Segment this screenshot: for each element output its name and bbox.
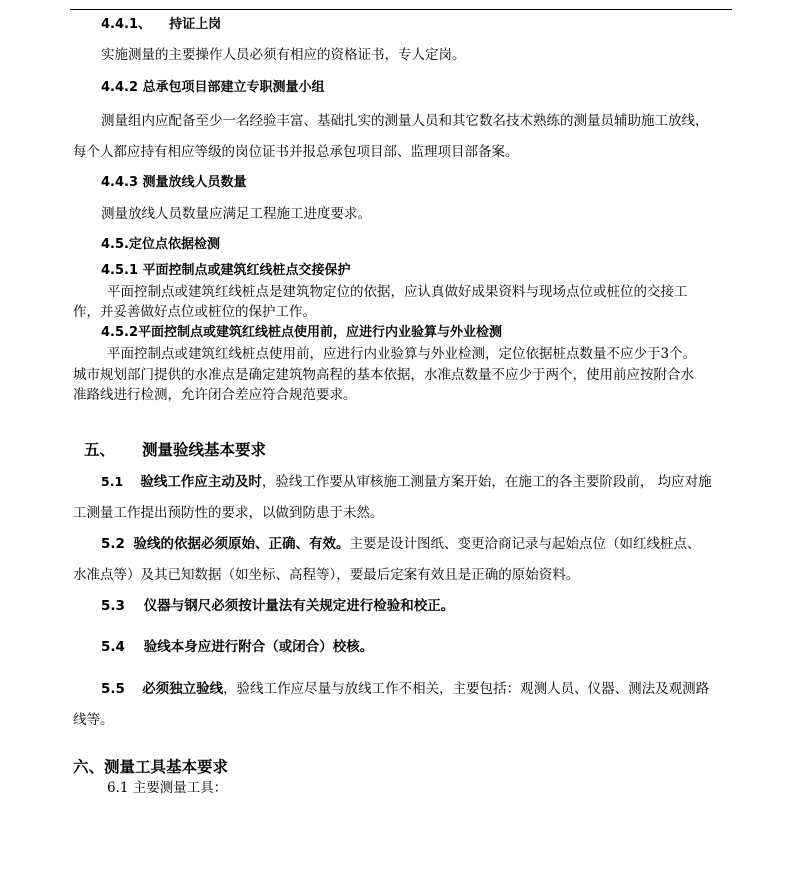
item-text: 主要是设计图纸、变更洽商记录与起始点位（如红线桩点、 [349,536,701,552]
heading-4-4-3: 4.4.3 测量放线人员数量 [101,175,247,190]
item-6-1: 6.1 主要测量工具： [107,780,228,796]
item-5-3 [101,597,454,615]
item-text: ，验线工作要从审核施工测量方案开始，在施工的各主要阶段前， 均应对施 [261,474,712,490]
section-6-heading: 六、测量工具基本要求 [73,758,229,776]
item-number: 5.2 [101,536,125,552]
section-title: 测量验线基本要求 [142,441,267,459]
section-number: 五、 [84,441,116,459]
paragraph-4-4-2-line2: 每个人都应持有相应等级的岗位证书并报总承包项目部、监理项目部备案。 [73,144,519,160]
heading-title: 持证上岗 [169,17,222,32]
item-5-5-line1 [101,680,709,698]
item-bold-text: 验线的依据必须原始、正确、有效。 [133,536,350,552]
item-text: ，验线工作应尽量与放线工作不相关，主要包括：观测人员、仪器、测法及观测路 [223,681,710,697]
paragraph-4-4-2-line1: 测量组内应配备至少一名经验丰富、基础扎实的测量人员和其它数名技术熟练的测量员辅助施工放线， [101,113,709,129]
paragraph-4-5-1-line2: 作，并妥善做好点位或桩位的保护工作。 [73,304,316,320]
paragraph-4-4-1: 实施测量的主要操作人员必须有相应的资格证书，专人定岗。 [101,47,466,63]
heading-4-5-1: 4.5.1 平面控制点或建筑红线桩点交接保护 [101,263,351,278]
section-5-heading [84,440,266,460]
item-bold-text: 必须独立验线 [142,681,224,697]
item-5-1-line2: 工测量工作提出预防性的要求，以做到防患于未然。 [73,505,384,521]
item-5-1-line1 [101,473,712,491]
header-rule [70,9,732,10]
item-5-4 [101,638,373,656]
heading-4-4-1 [101,16,221,34]
item-number: 5.3 [101,598,125,614]
heading-4-5: 4.5.定位点依据检测 [101,237,220,252]
item-number: 5.1 [101,474,124,489]
item-number: 5.4 [101,639,125,655]
paragraph-4-4-3: 测量放线人员数量应满足工程施工进度要求。 [101,206,371,222]
paragraph-4-5-2-line3: 准路线进行检测，允许闭合差应符合规范要求。 [73,387,357,403]
item-5-2-line2: 水准点等）及其已知数据（如坐标、高程等），要最后定案有效且是正确的原始资料。 [73,567,580,583]
item-5-5-line2: 线等。 [73,712,114,728]
item-bold-text: 验线工作应主动及时 [140,474,262,490]
paragraph-4-5-2-line1: 平面控制点或建筑红线桩点使用前，应进行内业验算与外业检测，定位依据桩点数量不应少于3个。 [107,346,697,362]
heading-number: 4.4.1、 [101,17,152,32]
item-number: 5.5 [101,681,125,697]
heading-4-5-2: 4.5.2平面控制点或建筑红线桩点使用前，应进行内业验算与外业检测 [101,325,503,340]
item-5-2-line1 [101,535,701,553]
heading-4-4-2: 4.4.2 总承包项目部建立专职测量小组 [101,80,325,95]
paragraph-4-5-2-line2: 城市规划部门提供的水准点是确定建筑物高程的基本依据，水准点数量不应少于两个，使用前应按附合水 [73,367,694,383]
paragraph-4-5-1-line1: 平面控制点或建筑红线桩点是建筑物定位的依据，应认真做好成果资料与现场点位或桩位的交接工 [107,284,688,300]
item-bold-text: 仪器与钢尺必须按计量法有关规定进行检验和校正。 [143,598,455,614]
item-bold-text: 验线本身应进行附合（或闭合）校核。 [143,639,374,655]
